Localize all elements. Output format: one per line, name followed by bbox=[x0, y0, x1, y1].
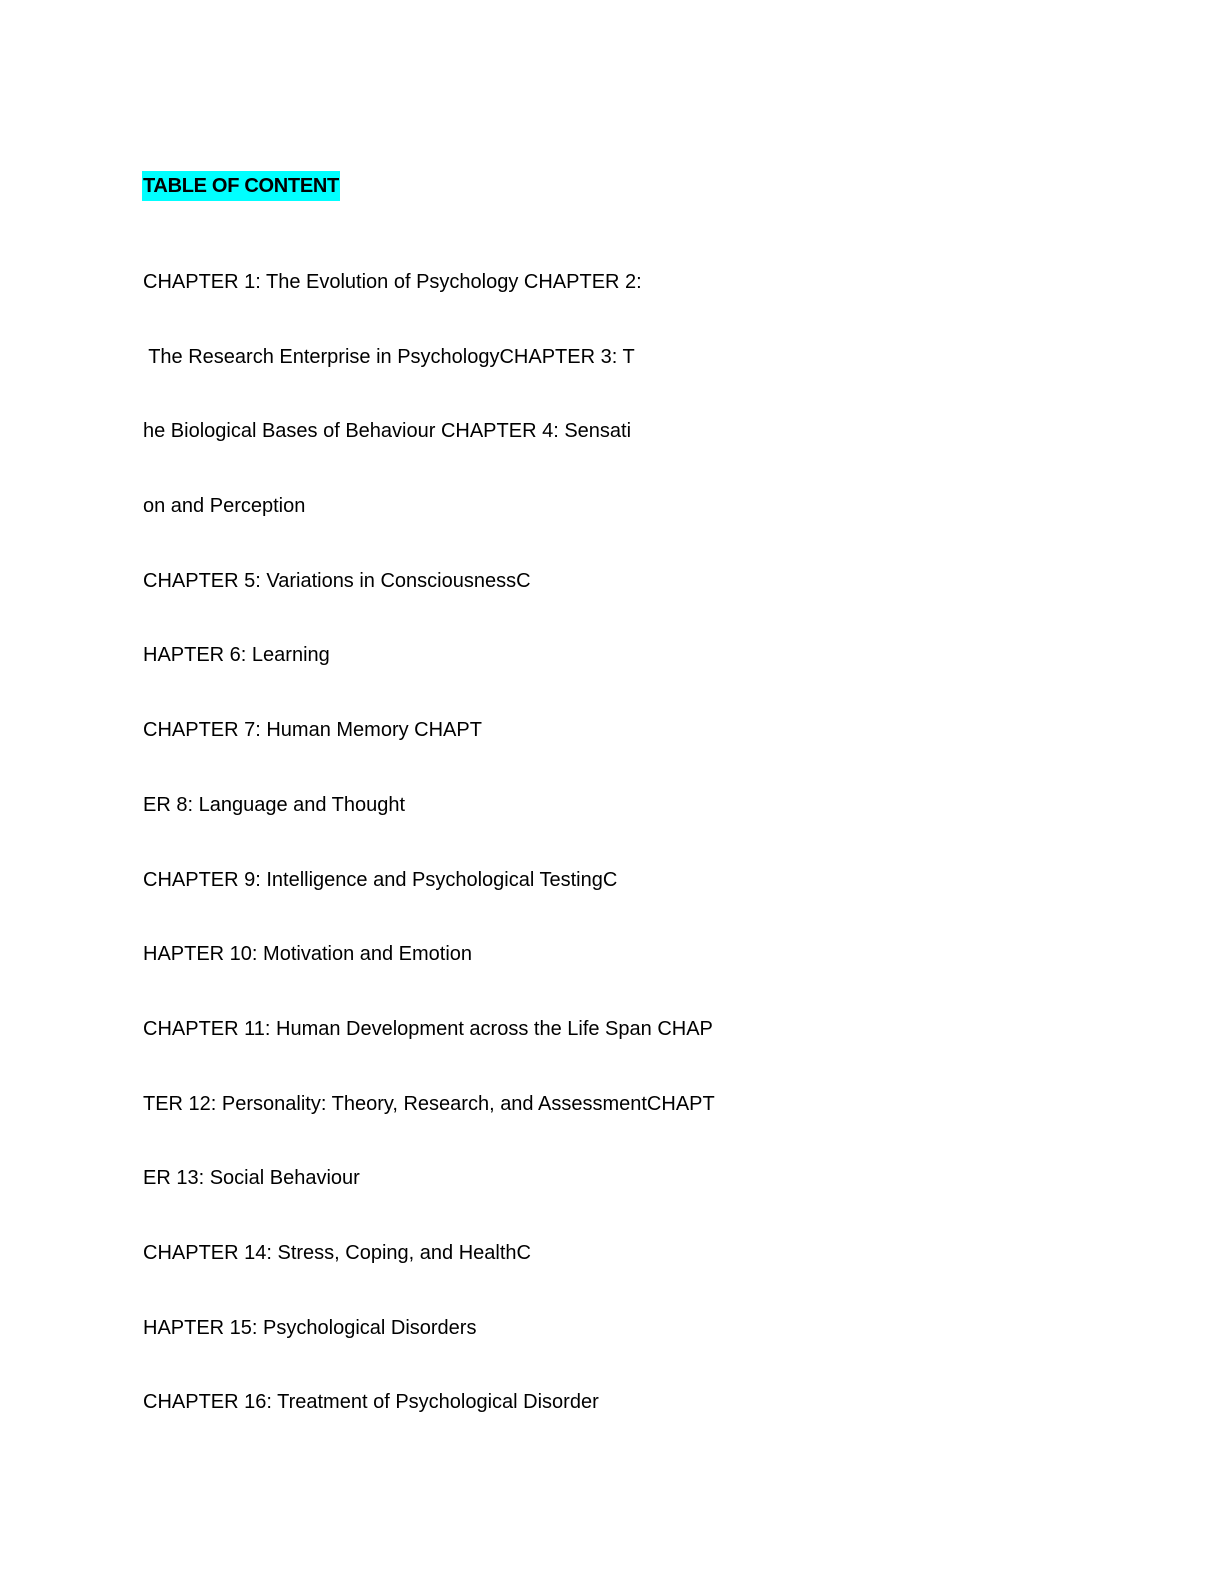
toc-heading: TABLE OF CONTENT bbox=[142, 171, 340, 201]
toc-line: CHAPTER 16: Treatment of Psychological Disorder bbox=[143, 1391, 599, 1414]
toc-line: on and Perception bbox=[143, 495, 306, 518]
toc-line: HAPTER 6: Learning bbox=[143, 644, 330, 667]
toc-line: CHAPTER 11: Human Development across the Life Span CHAP bbox=[143, 1017, 713, 1040]
toc-line: HAPTER 10: Motivation and Emotion bbox=[143, 943, 473, 966]
toc-line: CHAPTER 14: Stress, Coping, and HealthC bbox=[143, 1241, 531, 1264]
toc-line: TER 12: Personality: Theory, Research, and AssessmentCHAPT bbox=[143, 1092, 715, 1115]
toc-line: HAPTER 15: Psychological Disorders bbox=[143, 1316, 477, 1339]
toc-line: ER 13: Social Behaviour bbox=[143, 1167, 360, 1190]
toc-line: The Research Enterprise in PsychologyCHAPTER 3: T bbox=[143, 345, 635, 368]
toc-line: CHAPTER 9: Intelligence and Psychological TestingC bbox=[143, 868, 618, 891]
toc-line: ER 8: Language and Thought bbox=[143, 793, 406, 816]
toc-list bbox=[143, 262, 1043, 1457]
toc-line: CHAPTER 5: Variations in ConsciousnessC bbox=[143, 569, 531, 592]
toc-line: CHAPTER 1: The Evolution of Psychology CHAPTER 2: bbox=[143, 271, 642, 293]
toc-line: CHAPTER 7: Human Memory CHAPT bbox=[143, 719, 482, 742]
toc-line: he Biological Bases of Behaviour CHAPTER 4: Sensati bbox=[143, 420, 632, 443]
